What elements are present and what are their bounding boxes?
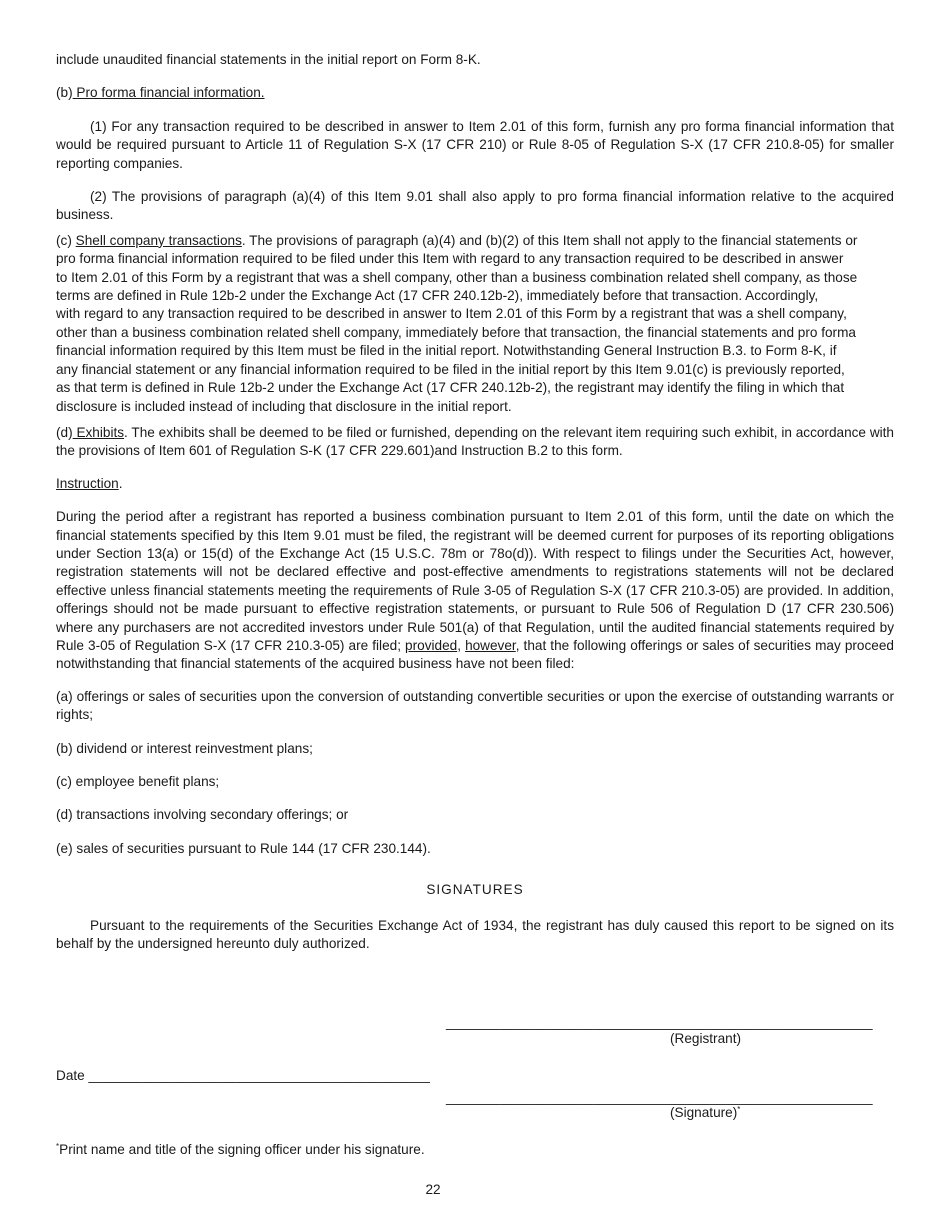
paragraph-c-line: disclosure is included instead of including that disclosure in the initial report.	[56, 398, 512, 414]
provided-term: provided	[405, 637, 458, 653]
instruction-text: During the period after a registrant has reported a business combination pursuant to Item 2.01 of this form, until the date on which the financial statements specified by this Item 9.01 must be filed, the registrant will be deemed current for purposes of its reporting obligations under Section 13(a) or 15(d) of the Exchange Act (15 U.S.C. 78m or 78o(d)). With respect to filings under the Securities Act, however, registration statements will not be declared effective and post-effective amendments to registrations statements will not be declared effective unless financial statements meeting the requirements of Rule 3-05 of Regulation S-X (17 CFR 210.3-05) are provided. In addition, offerings should not be made pursuant to effective registration statements, or pursuant to Rule 506 of Regulation D (17 CFR 230.506) where any purchasers are not accredited investors under Rule 501(a) of that Regulation, until the audited financial statements required by Rule 3-05 of Regulation S-X (17 CFR 210.3-05) are filed;	[56, 509, 894, 653]
instruction-heading	[56, 475, 894, 493]
however-term: however	[465, 637, 516, 653]
footnote	[56, 1141, 425, 1159]
pro-forma-heading	[56, 84, 894, 102]
shell-company-title: Shell company transactions	[75, 232, 242, 248]
paragraph-c-line: other than a business combination related shell company, immediately before that transaction, the financial statements and pro forma	[56, 324, 856, 340]
page-number: 22	[425, 1182, 441, 1197]
paragraph-c-line: pro forma financial information required to be filed under this Item with regard to any transaction required to be described in answer	[56, 251, 844, 267]
paragraph-b1: (1) For any transaction required to be described in answer to Item 2.01 of this form, furnish any pro forma financial information that would be required pursuant to Article 11 of Regulation S-X (17 CFR 210) or Rule 8-05 of Regulation S-X (17 CFR 210.8-05) for smaller reporting companies.	[56, 118, 894, 171]
instruction-body	[56, 508, 894, 674]
pro-forma-prefix: (b)	[56, 85, 73, 101]
instruction-suffix: .	[118, 475, 123, 491]
instruction-sep: ,	[457, 637, 466, 653]
list-item: (d) transactions involving secondary offerings; or	[56, 807, 349, 823]
paragraph-c	[56, 232, 894, 416]
registrant-caption: (Registrant)	[670, 1031, 742, 1046]
paragraph-c-line: financial information required by this Item must be filed in the initial report. Notwithstanding General Instruction B.3. to Form 8-K, if	[56, 343, 837, 359]
paragraph-c-line: with regard to any transaction required to be described in answer to Item 2.01 of this Form by a registrant that was a shell company,	[56, 306, 847, 322]
paragraph-d-prefix: (d)	[56, 424, 73, 440]
date-line: ____________________________________________	[88, 1068, 430, 1083]
signature-caption	[670, 1104, 740, 1122]
document-page	[56, 51, 894, 953]
list-item: (c) employee benefit plans;	[56, 774, 220, 789]
signature-caption-text: (Signature)	[670, 1105, 738, 1120]
paragraph-c-line	[56, 232, 894, 250]
pro-forma-title: Pro forma financial information.	[72, 85, 265, 101]
paragraph-c-line: terms are defined in Rule 12b-2 under the Exchange Act (17 CFR 240.12b-2), immediately before that transaction. Accordingly,	[56, 288, 819, 304]
paragraph-b2: (2) The provisions of paragraph (a)(4) of this Item 9.01 shall also apply to pro forma financial information relative to the acquired business.	[56, 189, 894, 223]
instruction-title: Instruction	[56, 475, 119, 491]
paragraph-c-line: as that term is defined in Rule 12b-2 under the Exchange Act (17 CFR 240.12b-2), the registrant may identify the filing in which that	[56, 380, 845, 396]
paragraph-d-text: . The exhibits shall be deemed to be filed or furnished, depending on the relevant item requiring such exhibit, in accordance with the provisions of Item 601 of Regulation S-K (17 CFR 229.601)and Instruction B.2 to this form.	[56, 424, 894, 459]
signature-line: _______________________________________________________	[446, 1090, 873, 1105]
list-item: (a) offerings or sales of securities upon the conversion of outstanding convertible securities or upon the exercise of outstanding warrants or rights;	[56, 688, 894, 723]
signatures-heading: SIGNATURES	[426, 882, 524, 898]
signatures-body: Pursuant to the requirements of the Securities Exchange Act of 1934, the registrant has duly caused this report to be signed on its behalf by the undersigned hereunto duly authorized.	[56, 917, 894, 952]
exhibits-title: Exhibits	[72, 424, 125, 440]
footnote-mark: *	[56, 1142, 60, 1151]
date-label: Date	[56, 1068, 85, 1083]
date-row	[56, 1067, 430, 1085]
paragraph-d	[56, 424, 894, 461]
paragraph-c-text: . The provisions of paragraph (a)(4) and (b)(2) of this Item shall not apply to the financial statements or	[241, 232, 858, 248]
registrant-line: _______________________________________________________	[446, 1015, 873, 1030]
paragraph-c-line: any financial statement or any financial information required to be filed in the initial report by this Item 9.01(c) is previously reported,	[56, 361, 845, 377]
footnote-text: Print name and title of the signing officer under his signature.	[59, 1142, 425, 1157]
list-item: (e) sales of securities pursuant to Rule 144 (17 CFR 230.144).	[56, 840, 431, 856]
top-line: include unaudited financial statements in the initial report on Form 8-K.	[56, 52, 481, 67]
paragraph-c-line: to Item 2.01 of this Form by a registrant that was a shell company, other than a business combination related shell company, as those	[56, 269, 858, 285]
signature-footnote-mark: *	[737, 1105, 741, 1114]
instruction-text-end: , that the following offerings or sales of securities may proceed notwithstanding that financial statements of the acquired business have not been filed:	[56, 637, 894, 672]
list-item: (b) dividend or interest reinvestment plans;	[56, 740, 313, 756]
paragraph-c-prefix: (c)	[56, 232, 76, 248]
